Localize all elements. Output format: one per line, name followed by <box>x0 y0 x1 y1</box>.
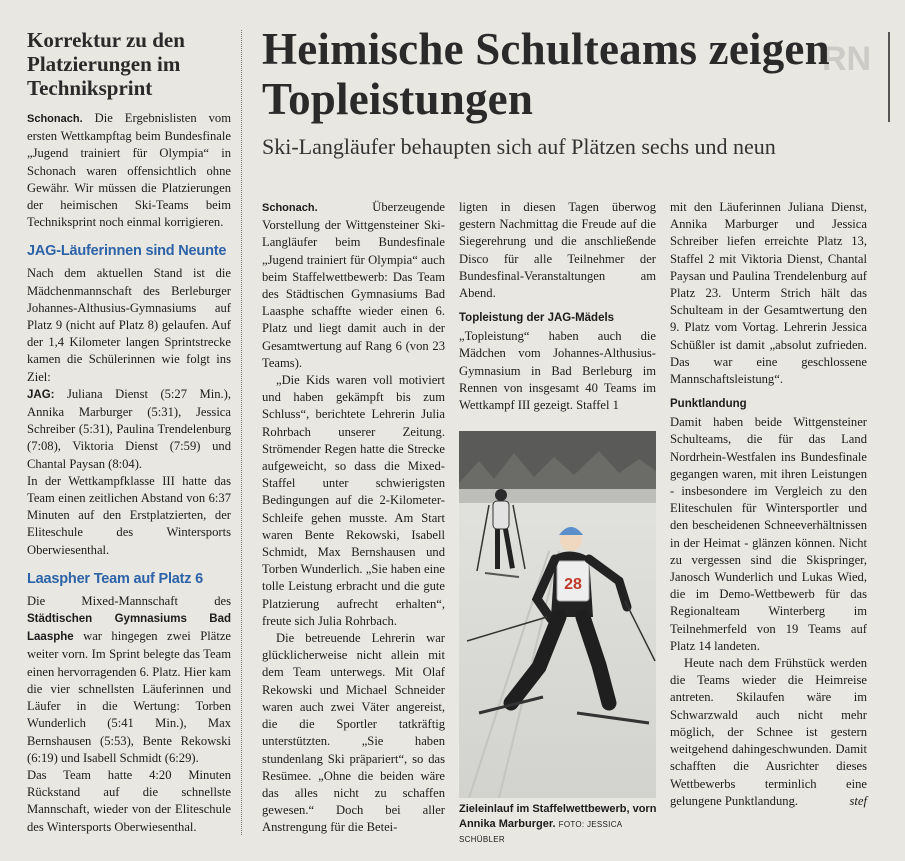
sidebar-section2-title: Laaspher Team auf Platz 6 <box>27 570 204 587</box>
sidebar-section1-label: JAG: <box>27 388 55 401</box>
article-col1-p1 <box>262 199 445 372</box>
sidebar-correction <box>27 28 231 836</box>
bleed-through-decoration: RN <box>822 40 872 78</box>
article-column-3 <box>670 199 867 810</box>
article-col3-subheading: Punktlandung <box>670 398 747 411</box>
article-col2-p2: „Topleistung“ haben auch die Mädchen vom Johannes-Althusius-Gymnasium in Bad Berleburg im Rennen von insgesamt 40 Teams im Wettkampf III gezeigt. Staffel 1 <box>459 329 656 413</box>
article-column-2 <box>459 199 656 414</box>
bib-number: 28 <box>564 576 582 593</box>
photo-caption-text: Zieleinlauf im Staffelwettbewerb, vorn Annika Marburger. <box>459 803 657 830</box>
sidebar-dateline: Schonach. <box>27 113 83 125</box>
sidebar-section1-p2: In der Wettkampfklasse III hatte das Team einen zeitlichen Abstand von 6:37 Minuten auf den Erstplatzierten, der Eliteschule des Wintersports Oberwiesenthal. <box>27 473 231 557</box>
skier-illustration <box>459 431 656 798</box>
sidebar-title: Korrektur zu den Platzierungen im Techniksprint <box>27 28 185 100</box>
article-header <box>262 24 882 160</box>
sidebar-section1-results-text: Juliana Dienst (5:27 Min.), Annika Marburger (5:31), Jessica Schreiber (5:31), Paulina Trendelenburg (7:08), Viktoria Dienst (7:59) und Chantal Paysan (8:04). <box>27 386 231 471</box>
article-col3-p1: mit den Läuferinnen Juliana Dienst, Annika Marburger und Jessica Schreiber liefen erreichte Platz 13, Staffel 2 mit Viktoria Dienst, Chantal Paysan und Paulina Trendelenburg auf Platz 23. Unterm Strich hält das Schulteam in der Gesamtwertung den 9. Platz vom Vortag. Lehrerin Jessica Schüßler ist damit „absolut zufrieden. Das war eine geschlossene Mannschaftsleistung“. <box>670 200 867 387</box>
article-headline: Heimische Schulteams zeigen Topleistungen <box>262 24 830 124</box>
sidebar-section2-school: Städtischen Gymnasiums Bad Laasphe <box>27 613 231 644</box>
article-subheadline: Ski-Langläufer behaupten sich auf Plätzen sechs und neun <box>262 134 776 159</box>
column-divider <box>241 30 242 835</box>
article-col2-subheading: Topleistung der JAG-Mädels <box>459 312 615 325</box>
sidebar-section1-p1: Nach dem aktuellen Stand ist die Mädchenmannschaft des Berleburger Johannes-Althusius-Gymnasiums auf Platz 9 (nicht auf Platz 8) gelaufen. Auf der 1,4 Kilometer langen Sprintstrecke kamen die Schülerinnen wie folgt ins Ziel: <box>27 266 231 384</box>
article-col1-p1-text: Überzeugende Vorstellung der Wittgensteiner Ski-Langläufer beim Bundesfinale „Jugend trainiert für Olympia“ auch beim Staffelwettbewerb: Das Team des Städtischen Gymnasiums Bad Laasphe schaffte wieder einen 6. Platz und liegt damit auch in der Gesamtwertung auf Rang 6 (von 23 Teams). <box>262 200 445 370</box>
sidebar-section2-pre: Die Mixed-Mannschaft des <box>27 593 231 608</box>
article-column-1 <box>262 199 445 837</box>
right-edge-rule <box>888 32 890 122</box>
article-col3-p3 <box>670 655 867 810</box>
article-photo <box>459 431 656 798</box>
photo-caption-block <box>459 802 659 847</box>
sidebar-intro <box>27 110 231 231</box>
sidebar-section2-p1 <box>27 593 231 767</box>
article-col1-p3: Die betreuende Lehrerin war glücklicherweise nicht allein mit dem Team unterwegs. Mit Olaf Rekowski und Michael Schneider waren auch zwei Väter angereist, die die Sportler tatkräftig unterstützten. „Sie haben stundenlang Ski präpariert“, so das Resümee. „Ohne die beiden wäre das alles nicht zu schaffen gewesen.“ Doch bei aller Anstrengung für die Betei- <box>262 631 445 835</box>
article-col1-p2: „Die Kids waren voll motiviert und haben gekämpft bis zum Schluss“, berichtete Lehrerin Julia Rohrbach unserer Zeitung. Strömender Regen hatte die Strecke aufgeweicht, so dass die Mixed-Staffel unter schwierigsten Bedingungen auf die 2-Kilometer-Schleife gehen musste. Am Start waren Bente Rekowski, Isabell Schmidt, Max Bernshausen und Torben Wunderlich. „Sie haben eine tolle Leistung erbracht und die gute Platzierung aufrecht erhalten“, freute sich Julia Rohrbach. <box>262 373 445 628</box>
photo-caption <box>459 802 659 847</box>
photo-credit: FOTO: JESSICA SCHÜBLER <box>459 820 622 844</box>
article-author: stef <box>849 793 867 808</box>
sidebar-section2-p2: Das Team hatte 4:20 Minuten Rückstand auf die schnellste Mannschaft, wieder von der Eliteschule des Wintersports Oberwiesenthal. <box>27 767 231 834</box>
article-col3-p2: Damit haben beide Wittgensteiner Schulteams, die für das Land Nordrhein-Westfalen ins Bundesfinale gegangen waren, mit ihren Leistungen - insbesondere im Vergleich zu den Eliteschulen für Wintersportler und den bescheidenen Schneeverhältnissen in der Heimat - glänzen können. Nicht zu vergessen sind die Skispringer, Janosch Wunderlich und Lukas Wied, die im Demo-Wettbewerb für das Regionalteam Winterberg im Teilnehmerfeld von 19 Teams auf Platz 14 landeten. <box>670 415 867 653</box>
sidebar-section1-title: JAG-Läuferinnen sind Neunte <box>27 243 227 260</box>
article-col2-p1: ligten in diesen Tagen überwog gestern Nachmittag die Freude auf die Siegerehrung und die anschließende Disco für alle Teilnehmer der Bundesfinal-Veranstaltungen am Abend. <box>459 200 656 301</box>
sidebar-intro-text: Die Ergebnislisten vom ersten Wettkampftag beim Bundesfinale „Jugend trainiert für Olympia“ in Schonach waren offensichtlich ohne Gewähr. Wir müssen die Platzierungen der heimischen Ski-Teams beim Techniksprint noch einmal korrigieren. <box>27 111 231 230</box>
article-col3-p3-text: Heute nach dem Frühstück werden die Teams wieder die Heimreise antreten. Skilaufen wäre im Schwarzwald auch nicht mehr möglich, der Schnee ist gestern weitgehend dahingeschwunden. Damit schafften die Ausrichter dieses Wettbewerbs terminlich eine gelungene Punktlandung. <box>670 656 867 808</box>
sidebar-section2-post: war hingegen zwei Plätze weiter vorn. Im Sprint belegte das Team einen hervorragenden 6. Platz. Hier kam die vier schnellsten Läuferinnen und Läufer in die Wertung: Torben Wunderlich (5:41 Min.), Max Bernshausen (5:53), Bente Rekowski (6:19) und Isabell Schmidt (6:29). <box>27 629 231 765</box>
article-dateline: Schonach. <box>262 202 318 214</box>
sidebar-section1-results <box>27 386 231 473</box>
